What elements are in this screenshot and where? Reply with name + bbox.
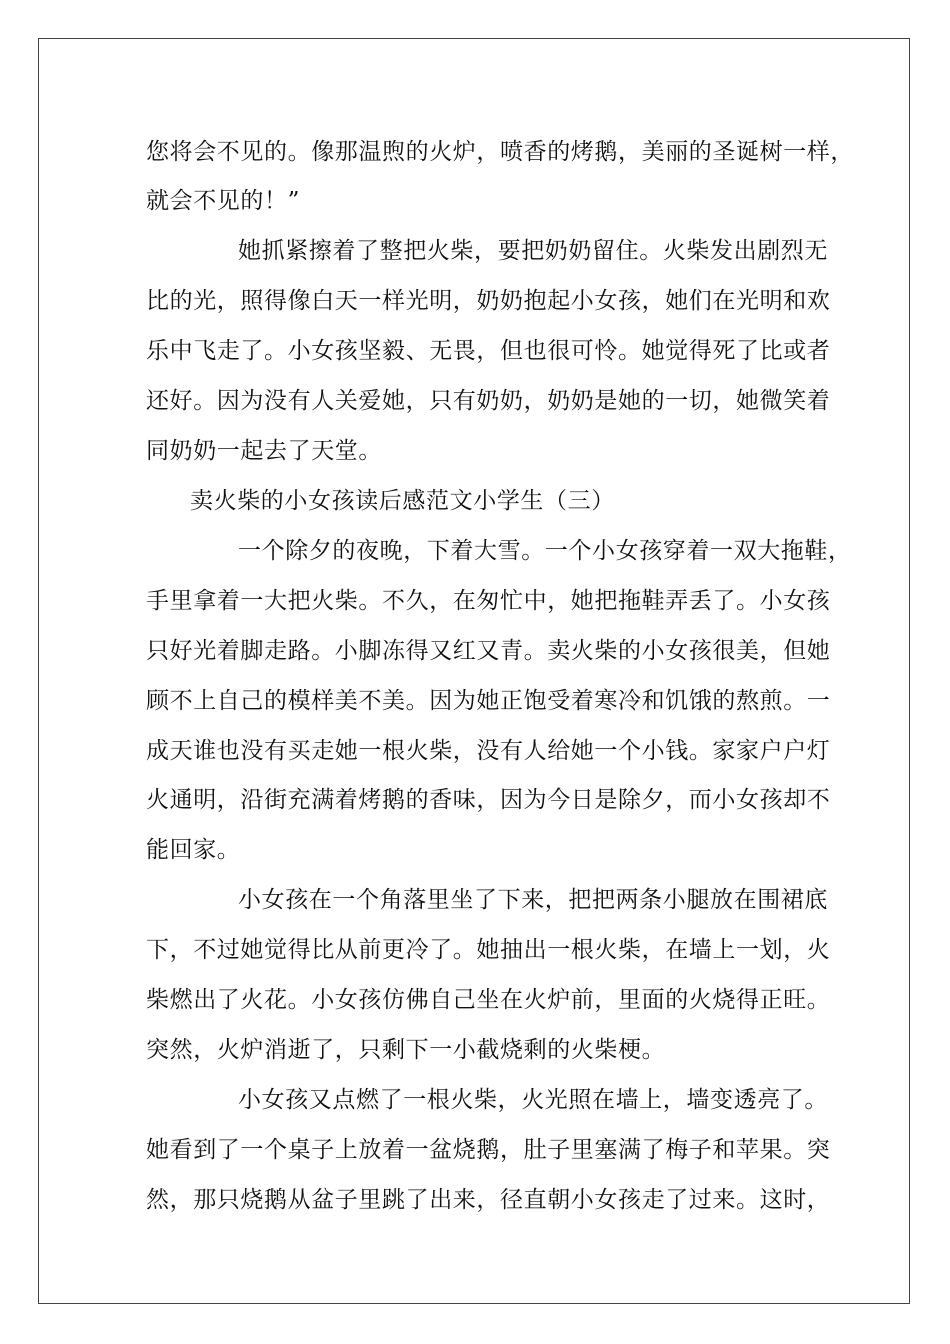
text-line: 然，那只烧鹅从盆子里跳了出来，径直朝小女孩走了过来。这时， [146, 1187, 831, 1213]
text-line: 乐中飞走了。小女孩坚毅、无畏，但也很可怜。她觉得死了比或者 [146, 338, 831, 364]
paragraph-first-line: 一个除夕的夜晚，下着大雪。一个小女孩穿着一双大拖鞋， [238, 538, 852, 564]
text-line: 同奶奶一起去了天堂。 [146, 438, 382, 464]
text-line: 只好光着脚走路。小脚冻得又红又青。卖火柴的小女孩很美，但她 [146, 638, 831, 664]
paragraph-first-line: 她抓紧擦着了整把火柴，要把奶奶留住。火柴发出剧烈无 [238, 238, 828, 264]
text-line: 手里拿着一大把火柴。不久，在匆忙中，她把拖鞋弄丢了。小女孩 [146, 588, 831, 614]
text-line: 能回家。 [146, 837, 241, 863]
text-line: 就会不见的！” [146, 188, 300, 214]
text-line: 还好。因为没有人关爱她，只有奶奶，奶奶是她的一切，她微笑着 [146, 388, 831, 414]
text-line: 您将会不见的。像那温煦的火炉，喷香的烤鹅，美丽的圣诞树一样， [146, 139, 854, 165]
text-line: 下，不过她觉得比从前更冷了。她抽出一根火柴，在墙上一划，火 [146, 937, 831, 963]
paragraph-first-line: 小女孩又点燃了一根火柴，火光照在墙上，墙变透亮了。 [238, 1087, 828, 1113]
text-line: 火通明，沿街充满着烤鹅的香味，因为今日是除夕，而小女孩却不 [146, 787, 831, 813]
text-line: 柴燃出了火花。小女孩仿佛自己坐在火炉前，里面的火烧得正旺。 [146, 987, 831, 1013]
paragraph-first-line: 小女孩在一个角落里坐了下来，把把两条小腿放在围裙底 [238, 887, 828, 913]
text-line: 成天谁也没有买走她一根火柴，没有人给她一个小钱。家家户户灯 [146, 738, 831, 764]
text-line: 顾不上自己的模样美不美。因为她正饱受着寒冷和饥饿的熬煎。一 [146, 688, 831, 714]
text-line: 比的光，照得像白天一样光明，奶奶抱起小女孩，她们在光明和欢 [146, 288, 831, 314]
text-line: 她看到了一个桌子上放着一盆烧鹅，肚子里塞满了梅子和苹果。突 [146, 1137, 831, 1163]
section-heading: 卖火柴的小女孩读后感范文小学生（三） [190, 488, 615, 514]
text-line: 突然，火炉消逝了，只剩下一小截烧剩的火柴梗。 [146, 1037, 666, 1063]
